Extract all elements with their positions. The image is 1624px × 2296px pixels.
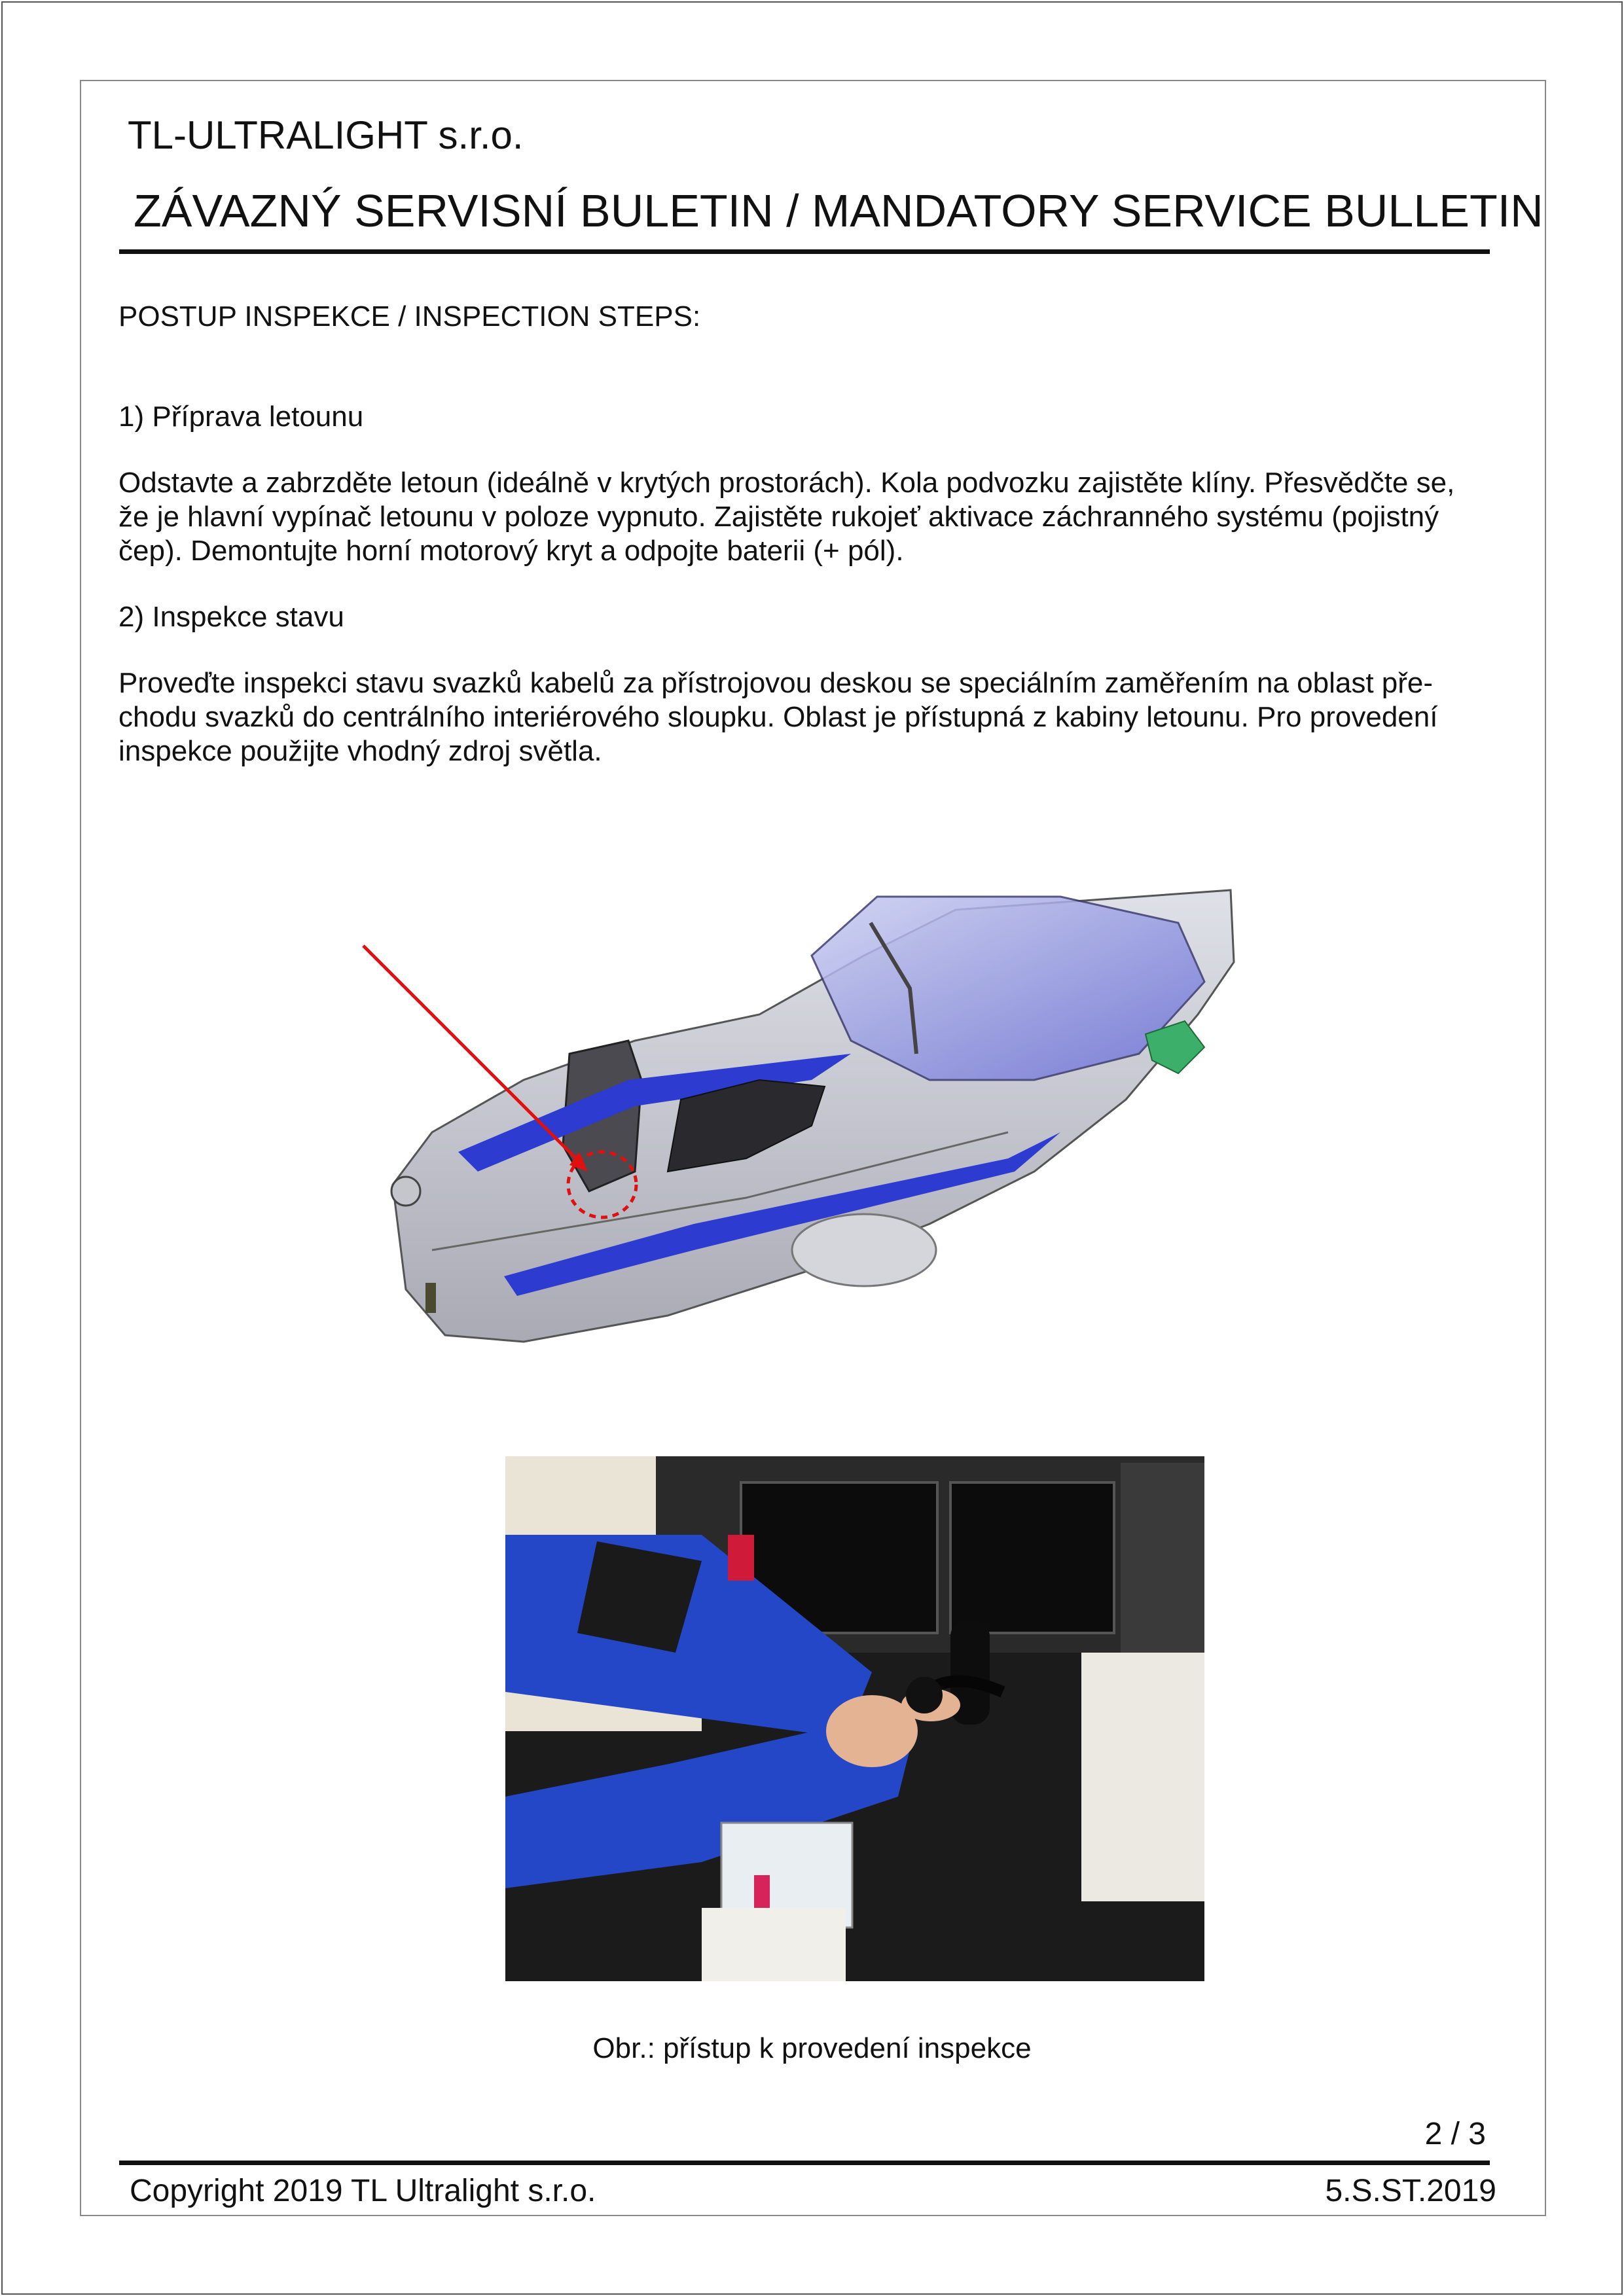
company-name: TL-ULTRALIGHT s.r.o.	[128, 113, 524, 157]
inspection-access-photo	[505, 1456, 1204, 1981]
header-divider	[119, 249, 1490, 254]
step-1-text	[118, 466, 1513, 568]
step-2-line: chodu svazků do centrálního interiérového sloupku. Oblast je přístupná z kabiny letounu. Pro provedení	[118, 701, 1438, 733]
bulletin-title: ZÁVAZNÝ SERVISNÍ BULETIN / MANDATORY SERVICE BULLETIN	[134, 185, 1543, 236]
figure-caption: Obr.: přístup k provedení inspekce	[592, 2032, 1032, 2064]
step-2-heading: 2) Inspekce stavu	[118, 601, 344, 633]
step-1-line: Odstavte a zabrzděte letoun (ideálně v krytých prostorách). Kola podvozku zajistěte klíny. Přesvědčte se,	[118, 467, 1455, 499]
step-2-line: Proveďte inspekci stavu svazků kabelů za přístrojovou deskou se speciálním zaměřením na oblast pře-	[118, 667, 1434, 699]
footer-divider	[119, 2161, 1490, 2165]
cockpit-cad-illustration	[353, 884, 1237, 1361]
copyright-notice: Copyright 2019 TL Ultralight s.r.o.	[130, 2174, 596, 2208]
step-2-line: inspekce použijte vhodný zdroj světla.	[118, 735, 602, 767]
document-number: 5.S.ST.2019	[1325, 2174, 1496, 2208]
page-number: 2 / 3	[1424, 2117, 1486, 2151]
step-2-text	[118, 666, 1513, 768]
step-1-heading: 1) Příprava letounu	[118, 401, 364, 433]
step-1-line: čep). Demontujte horní motorový kryt a odpojte baterii (+ pól).	[118, 535, 904, 567]
section-heading: POSTUP INSPEKCE / INSPECTION STEPS:	[118, 300, 701, 332]
step-1-line: že je hlavní vypínač letounu v poloze vypnuto. Zajistěte rukojeť aktivace záchranného systému (pojistný	[118, 501, 1439, 533]
